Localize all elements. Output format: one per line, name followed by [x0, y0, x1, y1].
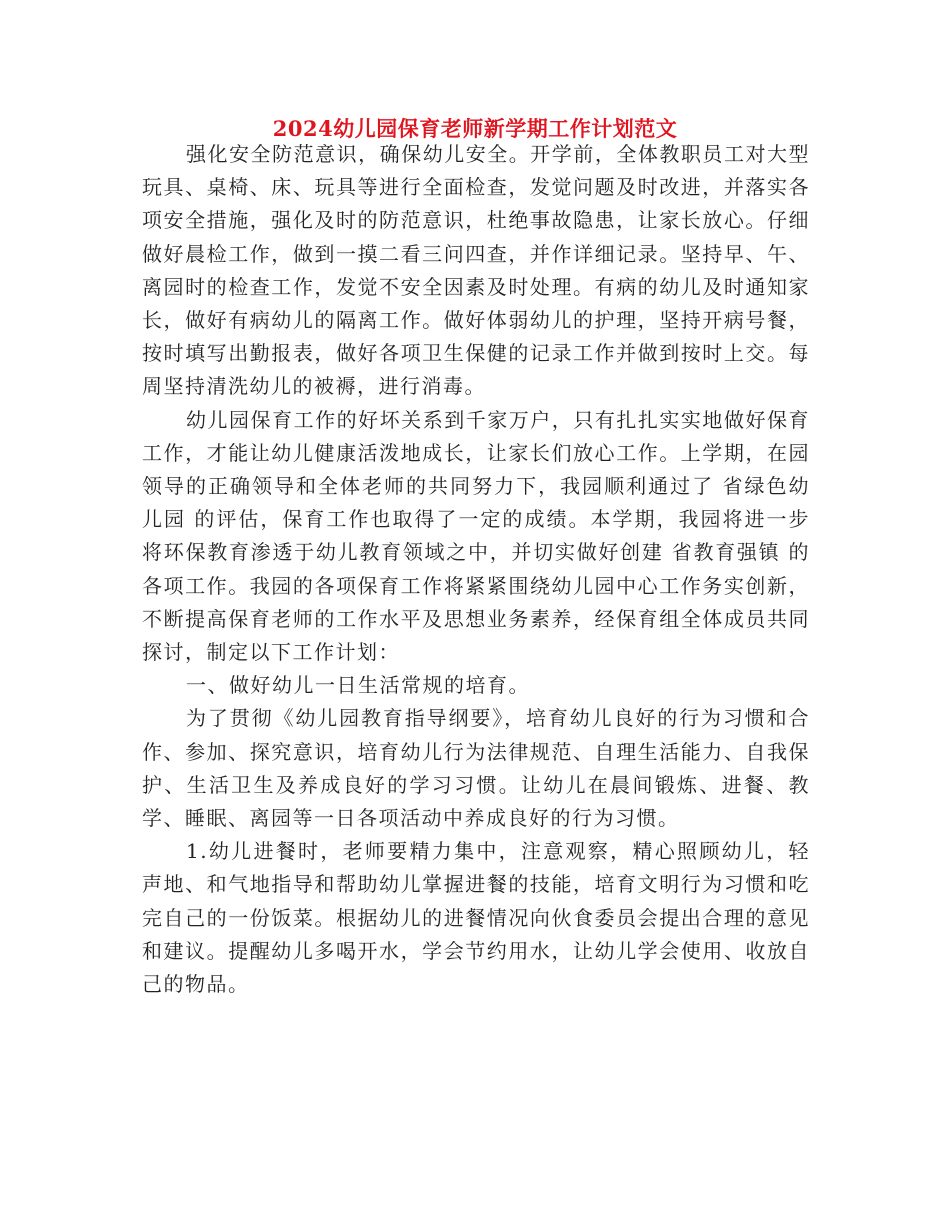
- paragraph-safety: 强化安全防范意识，确保幼儿安全。开学前，全体教职员工对大型玩具、桌椅、床、玩具等进行全面检查，发觉问题及时改进，并落实各项安全措施，强化及时的防范意识，杜绝事故隐患，让家长放心。仔细做好晨检工作，做到一摸二看三问四查，并作详细记录。坚持早、午、离园时的检查工作，发觉不安全因素及时处理。有病的幼儿及时通知家长，做好有病幼儿的隔离工作。做好体弱幼儿的护理，坚持开病号餐，按时填写出勤报表，做好各项卫生保健的记录工作并做到按时上交。每周坚持清洗幼儿的被褥，进行消毒。: [142, 142, 810, 399]
- section-heading-1: 一、做好幼儿一日生活常规的培育。: [186, 673, 530, 698]
- document-title: 2024幼儿园保育老师新学期工作计划范文: [272, 116, 678, 141]
- paragraph-introduction: 幼儿园保育工作的好坏关系到千家万户，只有扎扎实实地做好保育工作，才能让幼儿健康活泼地成长，让家长们放心工作。上学期，在园领导的正确领导和全体老师的共同努力下，我园顺利通过了 省绿色幼儿园 的评估，保育工作也取得了一定的成绩。本学期，我园将进一步将环保教育渗透于幼儿教育领域之中，并切实做好创建 省教育强镇 的各项工作。我园的各项保育工作将紧紧围绕幼儿园中心工作务实创新，不断提高保育老师的工作水平及思想业务素养，经保育组全体成员共同探讨，制定以下工作计划：: [142, 407, 810, 665]
- paragraph-meals: 1.幼儿进餐时，老师要精力集中，注意观察，精心照顾幼儿，轻声地、和气地指导和帮助幼儿掌握进餐的技能，培育文明行为习惯和吃完自己的一份饭菜。根据幼儿的进餐情况向伙食委员会提出合理的意见和建议。提醒幼儿多喝开水，学会节约用水，让幼儿学会使用、收放自己的物品。: [142, 839, 810, 997]
- paragraph-daily-routine: 为了贯彻《幼儿园教育指导纲要》，培育幼儿良好的行为习惯和合作、参加、探究意识，培育幼儿行为法律规范、自理生活能力、自我保护、生活卫生及养成良好的学习习惯。让幼儿在晨间锻炼、进餐、教学、睡眠、离园等一日各项活动中养成良好的行为习惯。: [142, 706, 810, 831]
- document-body: [142, 138, 810, 1001]
